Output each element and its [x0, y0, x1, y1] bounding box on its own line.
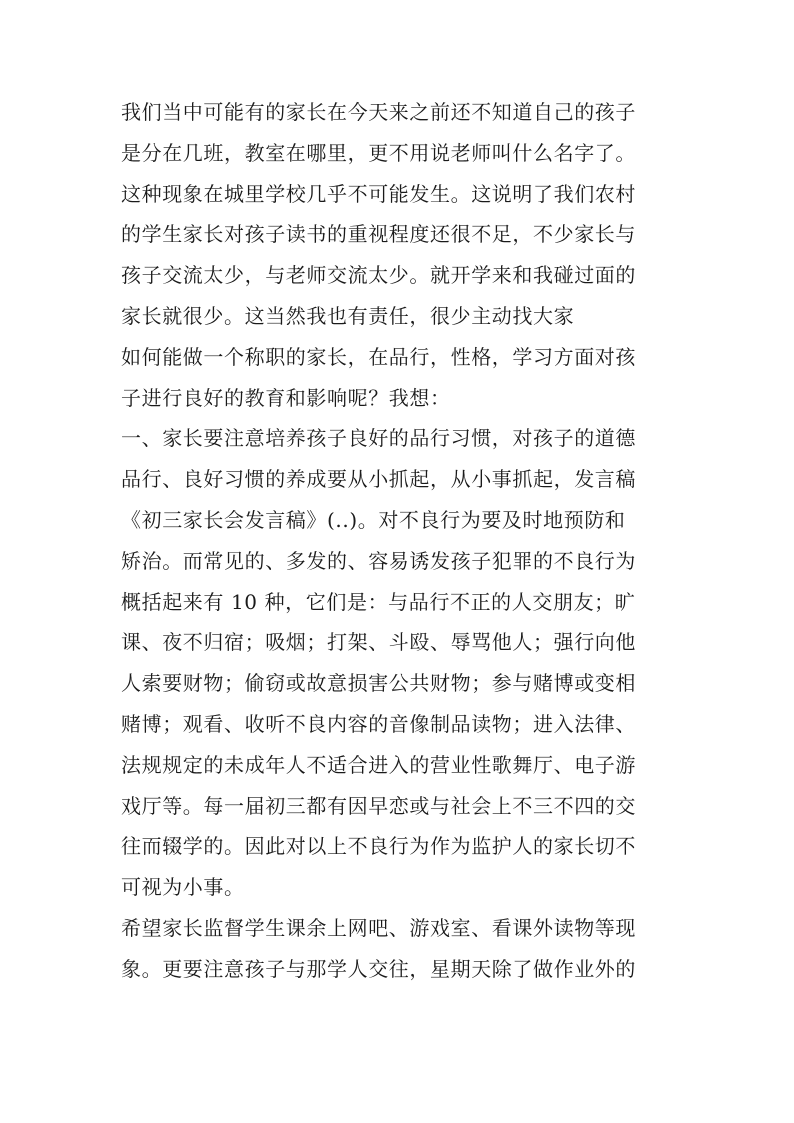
- text-line: 我们当中可能有的家长在今天来之前还不知道自己的孩子: [121, 100, 636, 124]
- text-line: 象。更要注意孩子与那学人交往，星期天除了做作业外的: [121, 956, 636, 981]
- text-line: 希望家长监督学生课余上网吧、游戏室、看课外读物等现: [121, 915, 636, 940]
- text-line: 一、家长要注意培养孩子良好的品行习惯，对孩子的道德: [121, 426, 636, 451]
- text-line: 孩子交流太少，与老师交流太少。就开学来和我碰过面的: [121, 263, 636, 288]
- text-line: 《初三家长会发言稿》(..)。对不良行为要及时地预防和: [121, 507, 626, 532]
- text-line: 子进行良好的教育和影响呢？我想：: [121, 385, 451, 410]
- text-line: 可视为小事。: [121, 875, 245, 900]
- text-line: 赌博；观看、收听不良内容的音像制品读物；进入法律、: [121, 711, 636, 736]
- text-line: 矫治。而常见的、多发的、容易诱发孩子犯罪的不良行为: [121, 548, 636, 573]
- text-line: 的学生家长对孩子读书的重视程度还很不足，不少家长与: [121, 222, 636, 247]
- text-line: 如何能做一个称职的家长，在品行，性格，学习方面对孩: [121, 344, 636, 369]
- text-line: 概括起来有 10 种，它们是：与品行不正的人交朋友；旷: [121, 589, 636, 614]
- text-line: 课、夜不归宿；吸烟；打架、斗殴、辱骂他人；强行向他: [121, 630, 636, 655]
- text-line: 人索要财物；偷窃或故意损害公共财物；参与赌博或变相: [121, 671, 636, 696]
- text-line: 法规规定的未成年人不适合进入的营业性歌舞厅、电子游: [121, 752, 636, 777]
- text-line: 这种现象在城里学校几乎不可能发生。这说明了我们农村: [121, 181, 636, 206]
- text-line: 是分在几班，教室在哪里，更不用说老师叫什么名字了。: [121, 140, 636, 165]
- text-line: 品行、良好习惯的养成要从小抓起，从小事抓起，发言稿: [121, 467, 636, 492]
- text-line: 家长就很少。这当然我也有责任，很少主动找大家: [121, 303, 575, 328]
- body-text: [121, 92, 681, 990]
- text-line: 戏厅等。每一届初三都有因早恋或与社会上不三不四的交: [121, 793, 636, 818]
- text-line: 往而辍学的。因此对以上不良行为作为监护人的家长切不: [121, 834, 636, 859]
